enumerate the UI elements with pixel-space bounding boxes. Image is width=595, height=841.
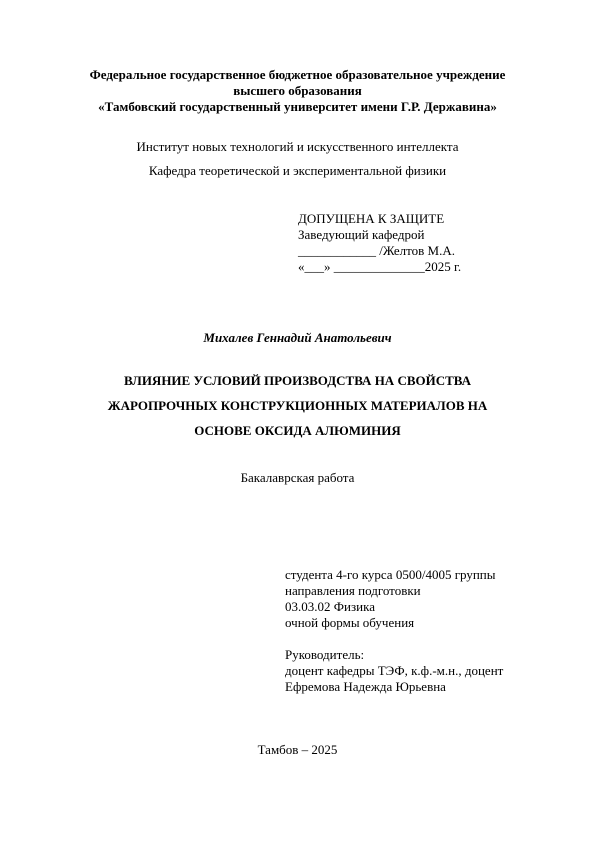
student-direction-label: направления подготовки	[285, 583, 421, 598]
student-direction-code: 03.03.02 Физика	[285, 599, 375, 614]
approval-heading: ДОПУЩЕНА К ЗАЩИТЕ	[298, 211, 445, 226]
author-name: Михалев Геннадий Анатольевич	[203, 330, 392, 345]
thesis-title-line2: ЖАРОПРОЧНЫХ КОНСТРУКЦИОННЫХ МАТЕРИАЛОВ НА	[107, 398, 488, 413]
city-year: Тамбов – 2025	[257, 742, 338, 757]
student-study-form: очной формы обучения	[285, 615, 415, 630]
work-type: Бакалаврская работа	[240, 470, 355, 485]
institute-name: Институт новых технологий и искусственного интеллекта	[136, 139, 459, 154]
student-course-group: студента 4-го курса 0500/4005 группы	[285, 567, 496, 582]
supervisor-name: Ефремова Надежда Юрьевна	[285, 679, 446, 694]
supervisor-position: доцент кафедры ТЭФ, к.ф.-м.н., доцент	[285, 663, 504, 678]
supervisor-label: Руководитель:	[285, 647, 365, 662]
org-name-line1: Федеральное государственное бюджетное образовательное учреждение	[89, 67, 506, 82]
org-name-line2: высшего образования	[233, 83, 362, 98]
department-name: Кафедра теоретической и экспериментальной физики	[148, 163, 447, 178]
approval-signature-line: ____________ /Желтов М.А.	[298, 243, 455, 258]
org-name-line3: «Тамбовский государственный университет имени Г.Р. Державина»	[98, 99, 497, 114]
thesis-title-line1: ВЛИЯНИЕ УСЛОВИЙ ПРОИЗВОДСТВА НА СВОЙСТВА	[123, 373, 472, 388]
approval-date-line: «___» ______________2025 г.	[298, 259, 462, 274]
thesis-title-line3: ОСНОВЕ ОКСИДА АЛЮМИНИЯ	[194, 423, 401, 438]
approval-head-title: Заведующий кафедрой	[298, 227, 425, 242]
